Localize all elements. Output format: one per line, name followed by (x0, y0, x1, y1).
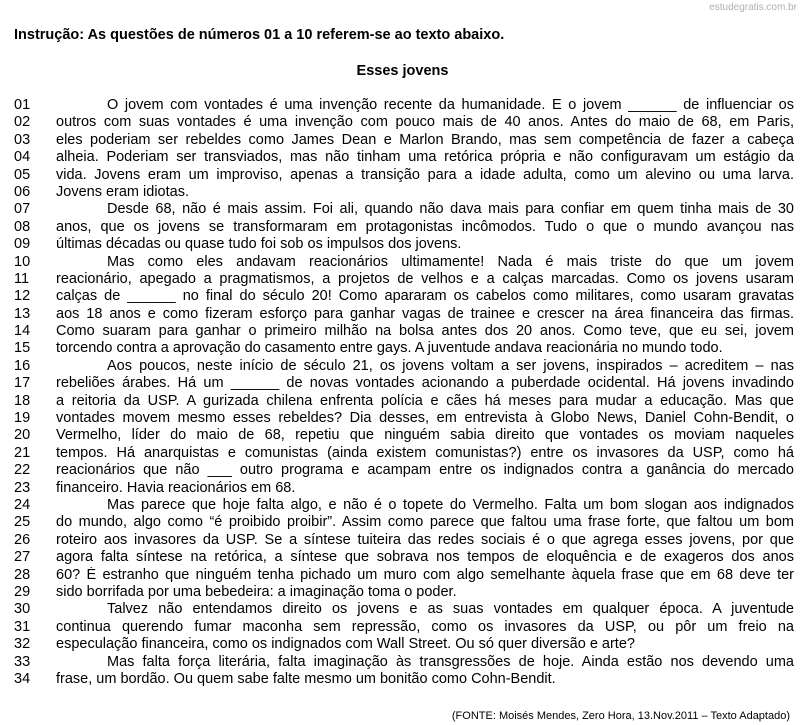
line-text: calças de ______ no final do século 20! Como apararam os cabelos como militares, como usaram gravatas (56, 288, 794, 305)
line-number: 29 (14, 583, 31, 600)
line-number: 16 (14, 357, 31, 374)
line-number: 15 (14, 340, 31, 357)
line-number: 06 (14, 183, 31, 200)
text-line (0, 567, 805, 584)
line-number: 22 (14, 462, 31, 479)
line-text: a reitoria da USP. A gurizada chilena enfrenta polícia e cães há meses para mudar a educação. Mas que (56, 392, 794, 409)
text-line (0, 358, 805, 375)
text-line (0, 323, 805, 340)
line-text: sido borrifada por uma bebedeira: a imaginação toma o poder. (56, 583, 457, 600)
line-text: financeiro. Havia reacionários em 68. (56, 479, 296, 496)
text-line (0, 497, 805, 514)
text-line (0, 149, 805, 166)
line-number: 02 (14, 114, 31, 131)
line-number: 01 (14, 97, 31, 113)
line-text: anos, que os jovens se transformaram em protagonistas incômodos. Tudo o que o mundo avançou nas (56, 218, 794, 235)
line-number: 14 (14, 323, 31, 340)
text-line (0, 271, 805, 288)
line-text: alheia. Poderiam ser transviados, mas não tinham uma retórica própria e não configuravam um estágio da (56, 149, 794, 166)
text-line (0, 97, 805, 114)
text-line (0, 114, 805, 131)
line-number: 07 (14, 201, 31, 218)
line-number: 27 (14, 549, 31, 566)
line-number: 18 (14, 392, 31, 409)
line-text: eles poderiam ser rebeldes como James Dean e Marlon Brando, mas sem competência de fazer a cabeça (56, 131, 794, 148)
instruction-heading: Instrução: As questões de números 01 a 10 referem-se ao texto abaixo. (14, 27, 505, 43)
line-number: 09 (14, 236, 31, 253)
line-text: tempos. Há anarquistas e comunistas (ainda existem comunistas?) entre os invasores da USP, como há (56, 444, 794, 461)
text-title: Esses jovens (356, 63, 449, 79)
text-line (0, 427, 805, 444)
text-line (0, 514, 805, 531)
line-number: 21 (14, 444, 31, 461)
text-line (0, 584, 805, 601)
line-number: 20 (14, 427, 31, 444)
line-text: frase, um bordão. Ou quem sabe falte mesmo um bonitão como Cohn-Bendit. (56, 670, 556, 687)
text-line (0, 167, 805, 184)
line-text: agora falta síntese na retórica, a síntese que sobrava nos tempos de eloquência e de exageros dos anos (56, 549, 794, 566)
line-text: reacionários que não ___ outro programa e acampam entre os indignados contra a ganância do mercado (56, 462, 794, 479)
line-number: 13 (14, 305, 31, 322)
text-line (0, 654, 805, 671)
line-number: 34 (14, 670, 31, 687)
text-line (0, 445, 805, 462)
text-line (0, 201, 805, 218)
line-text: últimas décadas ou quase tudo foi sob os impulsos dos jovens. (56, 236, 462, 253)
line-text: rebeliões árabes. Há um ______ de novas vontades acionando a puberdade ocidental. Há jovens invadindo (56, 375, 794, 392)
text-line (0, 184, 805, 201)
text-line (0, 671, 805, 688)
line-text: roteiro aos invasores da USP. Se a síntese tuiteira das redes sociais é o que agrega esses jovens, por que (56, 531, 794, 548)
text-line (0, 480, 805, 497)
watermark: estudegratis.com.br (709, 2, 797, 13)
line-text: outros com suas vontades é uma invenção com pouco mais de 40 anos. Antes do maio de 68, em Paris, (56, 114, 794, 131)
line-number: 11 (14, 270, 30, 287)
line-text: vontades movem mesmo esses rebeldes? Dia desses, em entrevista à Globo News, Daniel Cohn-Bendit, o (56, 410, 794, 427)
line-text: Mas parece que hoje falta algo, e não é o topete do Vermelho. Falta um bom slogan aos indignados (107, 496, 794, 513)
text-line (0, 601, 805, 618)
line-text: Jovens eram idiotas. (56, 183, 189, 200)
text-line (0, 619, 805, 636)
line-number: 28 (14, 566, 31, 583)
line-text: reacionário, apegado a pragmatismos, a projetos de velhos e a calças marcadas. Como os jovens usaram (56, 270, 794, 287)
line-number: 31 (14, 618, 31, 635)
text-line (0, 288, 805, 305)
text-line (0, 132, 805, 149)
text-line (0, 375, 805, 392)
text-line (0, 393, 805, 410)
numbered-text-body (0, 97, 805, 688)
line-number: 04 (14, 149, 31, 166)
line-number: 26 (14, 531, 31, 548)
line-text: do mundo, algo como “é proibido proibir”. Assim como parece que faltou uma frase forte, que faltou um bom (56, 514, 794, 531)
line-text: aos 18 anos e como fizeram esforço para ganhar vagas de trainee e crescer na área financeira das firmas. (56, 305, 794, 322)
line-text: vida. Jovens eram um improviso, apenas a transição para a idade adulta, como um alevino ou uma larva. (56, 166, 794, 183)
line-text: O jovem com vontades é uma invenção recente da humanidade. E o jovem ______ de influenciar os (107, 97, 794, 113)
line-number: 05 (14, 166, 31, 183)
line-number: 12 (14, 288, 31, 305)
line-text: Aos poucos, neste início de século 21, os jovens voltam a ser jovens, inspirados – acreditem – nas (107, 357, 794, 374)
line-number: 32 (14, 636, 31, 653)
text-line (0, 549, 805, 566)
line-number: 25 (14, 514, 31, 531)
text-line (0, 462, 805, 479)
source-citation: (FONTE: Moisés Mendes, Zero Hora, 13.Nov.2011 – Texto Adaptado) (451, 710, 790, 722)
line-number: 33 (14, 653, 31, 670)
line-number: 03 (14, 131, 31, 148)
line-text: Vermelho, líder do maio de 68, repetiu que ninguém sabia direito que vontades os moviam naqueles (56, 427, 794, 444)
line-text: Como suaram para ganhar o primeiro milhão na bolsa antes dos 20 anos. Como teve, que eu sei, jovem (56, 323, 794, 340)
line-number: 24 (14, 496, 31, 513)
text-line (0, 532, 805, 549)
text-line (0, 219, 805, 236)
text-line (0, 306, 805, 323)
line-number: 17 (14, 375, 31, 392)
text-line (0, 236, 805, 253)
line-text: continua querendo fumar maconha sem repressão, como os invasores da USP, ou pôr um freio na (56, 618, 794, 635)
text-line (0, 410, 805, 427)
line-text: 60? É estranho que ninguém tenha pichado um muro com algo semelhante àquela frase que em 68 deve ter (56, 566, 794, 583)
text-line (0, 340, 805, 357)
text-line (0, 636, 805, 653)
line-text: Mas como eles andavam reacionários ultimamente! Nada é mais triste do que um jovem (107, 253, 794, 270)
line-text: Talvez não entendamos direito os jovens e as suas vontades em qualquer época. A juventude (107, 601, 794, 618)
line-number: 10 (14, 253, 31, 270)
line-number: 23 (14, 479, 31, 496)
line-text: especulação financeira, como os indignados com Wall Street. Ou só quer diversão e arte? (56, 636, 635, 653)
text-line (0, 254, 805, 271)
line-text: torcendo contra a aprovação do casamento entre gays. A juventude andava reacionária no mundo todo. (56, 340, 723, 357)
line-number: 19 (14, 410, 31, 427)
line-number: 08 (14, 218, 31, 235)
line-number: 30 (14, 601, 31, 618)
line-text: Desde 68, não é mais assim. Foi ali, quando não dava mais para confiar em quem tinha mais de 30 (107, 201, 794, 218)
line-text: Mas falta força literária, falta imaginação às transgressões de hoje. Ainda estão nos devendo uma (107, 653, 794, 670)
